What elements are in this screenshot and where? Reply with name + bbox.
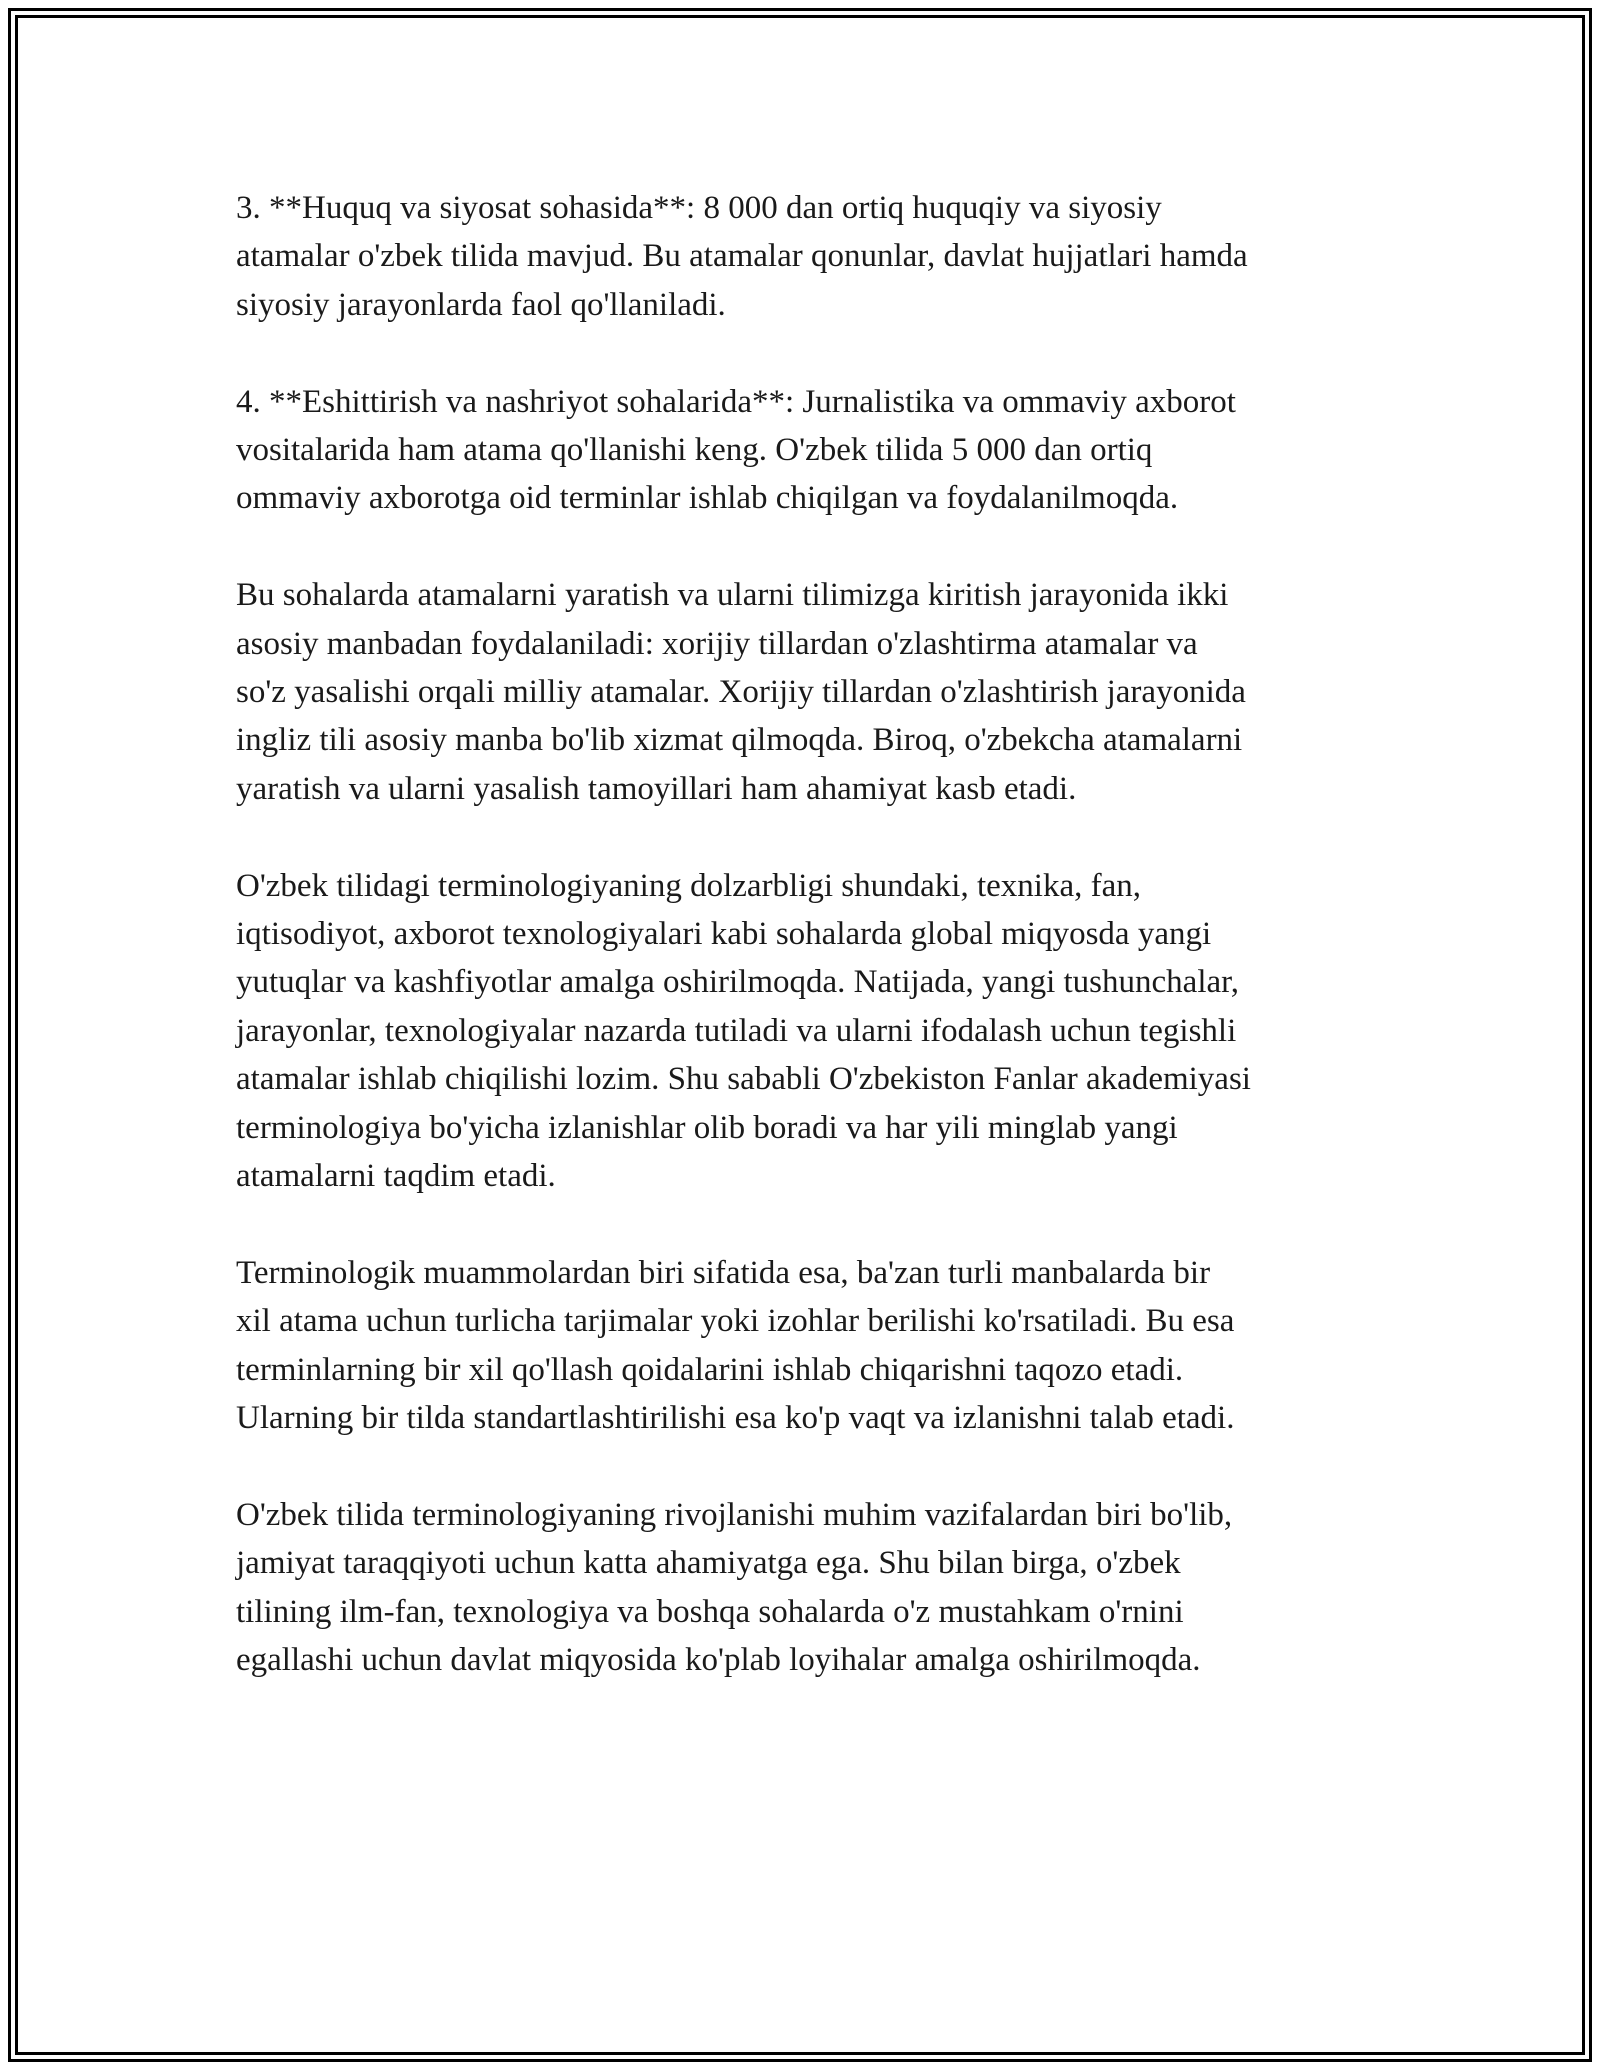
paragraph (236, 184, 1376, 329)
paragraph (236, 1249, 1376, 1443)
paragraph (236, 571, 1376, 813)
text-line: yutuqlar va kashfiyotlar amalga oshirilmoqda. Natijada, yangi tushunchalar, (236, 964, 1240, 1001)
text-line: 4. **Eshittirish va nashriyot sohalarida**: Jurnalistika va ommaviy axborot (236, 383, 1236, 420)
paragraph (236, 1491, 1376, 1685)
text-line: terminologiya bo'yicha izlanishlar olib boradi va har yili minglab yangi (236, 1109, 1178, 1146)
text-line: iqtisodiyot, axborot texnologiyalari kabi sohalarda global miqyosda yangi (236, 916, 1212, 953)
text-line: tilining ilm-fan, texnologiya va boshqa sohalarda o'z mustahkam o'rnini (236, 1593, 1184, 1630)
text-line: ingliz tili asosiy manba bo'lib xizmat qilmoqda. Biroq, o'zbekcha atamalarni (236, 722, 1243, 759)
text-line: yaratish va ularni yasalish tamoyillari ham ahamiyat kasb etadi. (236, 770, 1077, 807)
text-line: vositalarida ham atama qo'llanishi keng. O'zbek tilida 5 000 dan ortiq (236, 432, 1153, 469)
document-body (236, 184, 1376, 1733)
text-line: atamalar o'zbek tilida mavjud. Bu atamalar qonunlar, davlat hujjatlari hamda (236, 238, 1248, 275)
text-line: 3. **Huquq va siyosat sohasida**: 8 000 dan ortiq huquqiy va siyosiy (236, 190, 1162, 226)
text-line: terminlarning bir xil qo'llash qoidalarini ishlab chiqarishni taqozo etadi. (236, 1351, 1184, 1388)
text-line: jamiyat taraqqiyoti uchun katta ahamiyatga ega. Shu bilan birga, o'zbek (236, 1545, 1181, 1582)
text-line: Bu sohalarda atamalarni yaratish va ularni tilimizga kiritish jarayonida ikki (236, 577, 1229, 614)
text-line: egallashi uchun davlat miqyosida ko'plab loyihalar amalga oshirilmoqda. (236, 1642, 1201, 1679)
text-line: atamalarni taqdim etadi. (236, 1158, 556, 1195)
text-line: Terminologik muammolardan biri sifatida esa, ba'zan turli manbalarda bir (236, 1254, 1211, 1291)
text-line: O'zbek tilida terminologiyaning rivojlanishi muhim vazifalardan biri bo'lib, (236, 1496, 1233, 1533)
text-line: O'zbek tilidagi terminologiyaning dolzarbligi shundaki, texnika, fan, (236, 867, 1141, 904)
paragraph (236, 862, 1376, 1201)
paragraph (236, 378, 1376, 523)
text-line: siyosiy jarayonlarda faol qo'llaniladi. (236, 286, 726, 323)
text-line: xil atama uchun turlicha tarjimalar yoki izohlar berilishi ko'rsatiladi. Bu esa (236, 1303, 1235, 1340)
text-line: Ularning bir tilda standartlashtirilishi esa ko'p vaqt va izlanishni talab etadi. (236, 1400, 1235, 1437)
text-line: atamalar ishlab chiqilishi lozim. Shu sababli O'zbekiston Fanlar akademiyasi (236, 1061, 1251, 1098)
text-line: so'z yasalishi orqali milliy atamalar. Xorijiy tillardan o'zlashtirish jarayonida (236, 674, 1246, 711)
text-line: jarayonlar, texnologiyalar nazarda tutiladi va ularni ifodalash uchun tegishli (236, 1012, 1237, 1049)
text-line: asosiy manbadan foydalaniladi: xorijiy tillardan o'zlashtirma atamalar va (236, 625, 1198, 662)
text-line: ommaviy axborotga oid terminlar ishlab chiqilgan va foydalanilmoqda. (236, 480, 1179, 517)
